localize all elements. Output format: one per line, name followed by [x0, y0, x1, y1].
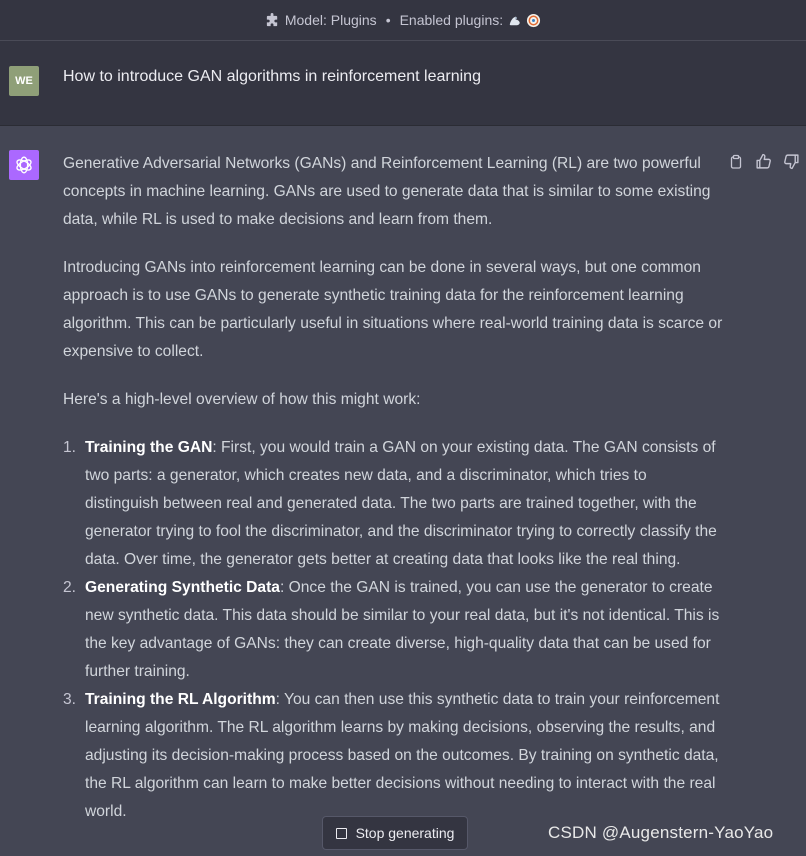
steps-list — [63, 434, 723, 826]
thumbs-up-icon[interactable] — [754, 152, 773, 171]
openai-logo-icon — [9, 150, 39, 180]
list-item — [63, 434, 723, 574]
step-text: : First, you would train a GAN on your existing data. The GAN consists of two parts: a generator, which creates new data, and a discriminator, which tries to distinguish between real and generated data. The two parts are trained together, with the generator trying to fool the discriminator, and the discriminator trying to correctly classify the data. Over time, the generator gets better at creating data that looks like the real thing. — [85, 439, 717, 568]
step-title: Training the RL Algorithm — [85, 691, 276, 708]
copy-icon[interactable] — [726, 152, 745, 171]
user-message-row — [0, 41, 806, 126]
list-number: 2. — [63, 579, 77, 596]
watermark: CSDN @Augenstern-YaoYao — [548, 823, 774, 842]
message-actions — [726, 152, 801, 171]
paragraph: Here's a high-level overview of how this might work: — [63, 391, 421, 408]
list-number: 3. — [63, 691, 77, 708]
paragraph: Generative Adversarial Networks (GANs) and Reinforcement Learning (RL) are two powerful concepts in machine learning. GANs are used to generate data that is similar to some existing data, while RL is used to make decisions and learn from them. — [63, 155, 711, 228]
paragraph: Introducing GANs into reinforcement learning can be done in several ways, but one common approach is to use GANs to generate synthetic training data for the reinforcement learning algorithm. This can be particularly useful in situations where real-world training data is scarce or expensive to collect. — [63, 259, 723, 360]
user-message-text: How to introduce GAN algorithms in reinforcement learning — [63, 68, 481, 85]
stop-generating-label: Stop generating — [355, 825, 455, 841]
model-label: Model: Plugins — [284, 12, 377, 28]
stop-icon — [336, 828, 347, 839]
step-title: Generating Synthetic Data — [85, 579, 280, 596]
step-text: : Once the GAN is trained, you can use the generator to create new synthetic data. This data should be similar to your real data, but it's not identical. This is the key advantage of GANs: they can create diverse, high-quality data that can be used for further training. — [85, 579, 720, 680]
thumbs-down-icon[interactable] — [782, 152, 801, 171]
puzzle-icon — [265, 13, 280, 28]
plugin-wolfram-icon — [526, 13, 541, 28]
list-number: 1. — [63, 439, 77, 456]
header-separator: • — [385, 12, 391, 28]
step-title: Training the GAN — [85, 439, 213, 456]
assistant-message-row — [0, 126, 806, 856]
enabled-plugins-label: Enabled plugins: — [399, 12, 504, 28]
step-text: : You can then use this synthetic data to train your reinforcement learning algorithm. The RL algorithm learns by making decisions, observing the results, and adjusting its decision-making process based on the outcomes. By training on synthetic data, the RL algorithm can learn to make better decisions without needing to interact with the real world. — [85, 691, 720, 820]
user-avatar: WE — [9, 66, 39, 96]
stop-generating-button[interactable] — [322, 816, 468, 850]
conversation-header — [0, 0, 806, 41]
list-item — [63, 686, 723, 826]
plugin-arm-icon — [507, 13, 522, 28]
assistant-message-content — [63, 150, 723, 826]
list-item — [63, 574, 723, 686]
